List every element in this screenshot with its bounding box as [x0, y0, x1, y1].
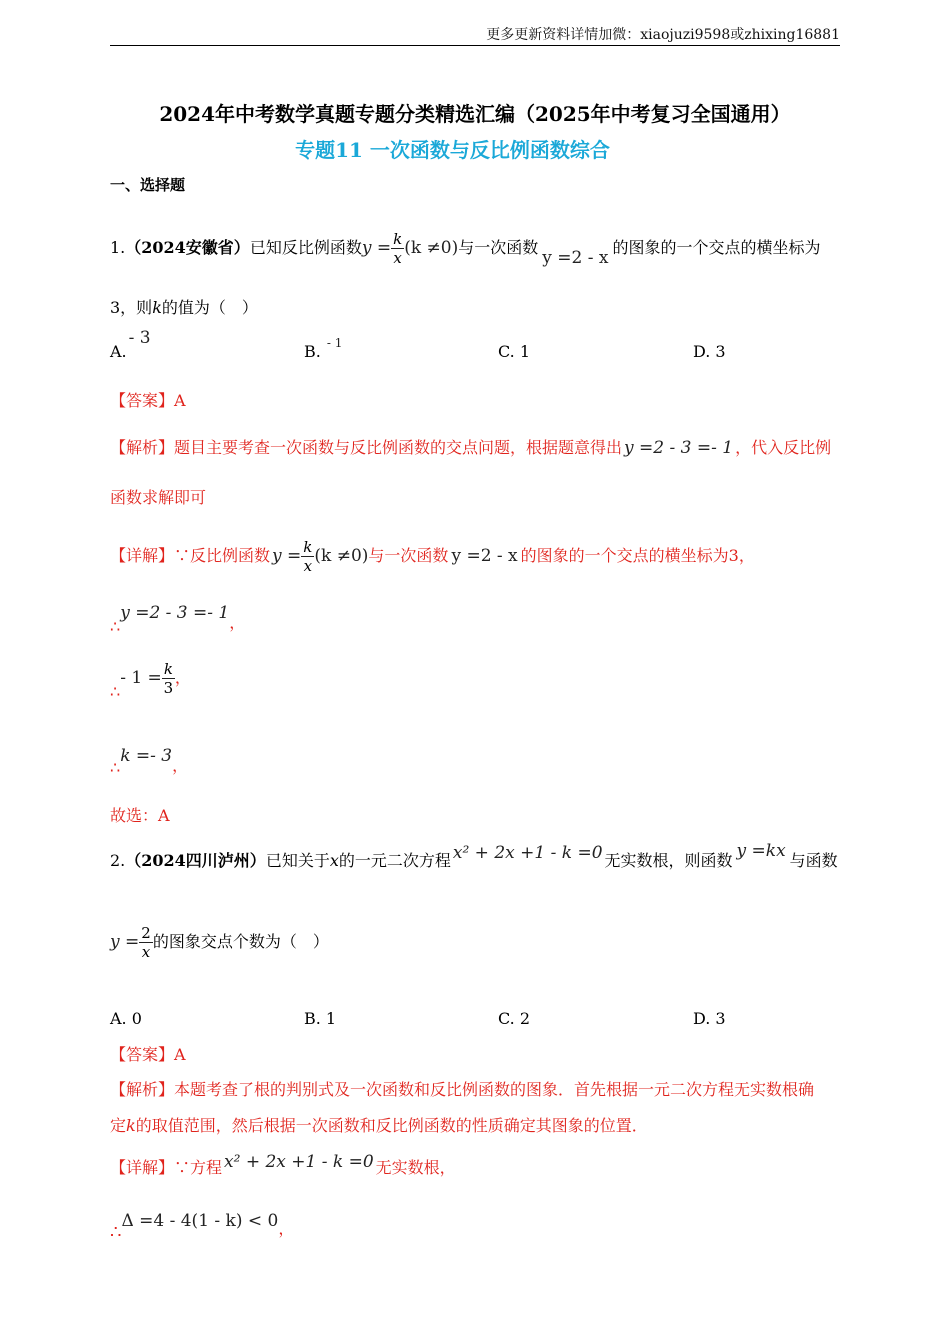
q2-detail-line1 [110, 1152, 456, 1178]
q2-option-a[interactable]: A. 0 [110, 1009, 142, 1028]
q2-inverse-fraction [139, 924, 153, 961]
comma: ， [172, 756, 189, 775]
step-equation-left: - 1 = [120, 668, 162, 688]
comma: ， [229, 613, 246, 632]
q1-step1 [110, 600, 246, 636]
q1-line2-text: 3，则 [110, 298, 153, 317]
q1-option-b[interactable] [304, 336, 343, 361]
detail-k-condition: (k ≠0) [314, 546, 369, 566]
q1-step3 [110, 743, 189, 777]
analysis-tag: 【解析】 [110, 1080, 175, 1099]
q1-answer [110, 388, 186, 411]
q1-option-c[interactable]: C. 1 [498, 342, 531, 361]
answer-tag: 【答案】 [110, 1045, 175, 1064]
q1-inverse-y: y = [361, 238, 392, 258]
analysis-text-end: 的取值范围，然后根据一次函数和反比例函数的性质确定其图象的位置． [135, 1116, 648, 1135]
q1-text-3: 的图象的一个交点的横坐标为 [612, 238, 821, 257]
q1-source: （2024安徽省） [125, 238, 250, 257]
fraction-numerator: k [393, 230, 403, 248]
q2-text-3: 无实数根，则函数 [604, 851, 733, 870]
analysis-text: 本题考查了根的判别式及一次函数和反比例函数的图象．首先根据一元二次方程无实数根确 [174, 1080, 815, 1099]
q2-number: 2. [110, 851, 126, 870]
header-note: 更多更新资料详情加微：xiaojuzi9598或zhixing16881 [486, 27, 840, 43]
therefore-symbol: ∴ [110, 617, 121, 636]
q1-step2 [110, 660, 191, 701]
q2-source: （2024四川泸州） [125, 851, 266, 870]
q1-line2-text-end: 的值为（ ） [161, 298, 258, 317]
comma: ， [174, 668, 191, 687]
therefore-symbol: ∴ [110, 682, 121, 701]
q2-stem-line2 [110, 924, 329, 961]
answer-value: A [174, 391, 186, 410]
q1-analysis-line2: 函数求解即可 [110, 488, 207, 507]
detail-tag: 【详解】 [110, 546, 175, 565]
step-fraction [162, 660, 175, 697]
q1-analysis-line1 [110, 435, 831, 458]
analysis-text-end: ，代入反比例 [735, 438, 832, 457]
comma: ， [278, 1219, 295, 1238]
q2-analysis-line2 [110, 1113, 648, 1136]
analysis-equation: y =2 - 3 =- 1 [624, 438, 734, 458]
fraction-numerator: k [303, 538, 313, 556]
step-equation: y =2 - 3 =- 1 [120, 603, 230, 623]
q2-analysis-line1 [110, 1077, 814, 1100]
therefore-symbol: ∴ [110, 758, 121, 777]
q1-linear-function: y =2 - x [542, 248, 609, 268]
option-label: B. [304, 342, 321, 361]
fraction-numerator: 2 [141, 924, 151, 942]
q2-inverse-y: y = [110, 932, 140, 952]
q1-number: 1. [110, 238, 126, 257]
document-title: 2024年中考数学真题专题分类精选汇编（2025年中考复习全国通用） [159, 102, 791, 126]
delta-inequality: Δ =4 - 4(1 - k) < 0 [121, 1211, 279, 1231]
q1-option-d[interactable]: D. 3 [693, 342, 726, 361]
q2-stem-line1 [110, 841, 838, 871]
section-heading: 一、选择题 [110, 176, 186, 194]
q1-conclusion: 故选：A [110, 806, 170, 825]
detail-text: ∵方程 [174, 1158, 223, 1177]
q1-variable-k: k [152, 298, 162, 317]
detail-inverse-fraction [301, 538, 314, 575]
q1-stem-line1 [110, 230, 820, 267]
fraction-numerator: k [163, 660, 173, 678]
q2-option-b[interactable]: B. 1 [304, 1009, 337, 1028]
header-divider [110, 45, 840, 46]
option-label: A. [110, 342, 127, 361]
step-equation: k =- 3 [120, 746, 173, 766]
q1-detail-line1 [110, 538, 755, 575]
detail-linear-function: y =2 - x [451, 546, 518, 566]
q2-linear-function: y =kx [736, 841, 786, 861]
q2-text-2: 的一元二次方程 [338, 851, 451, 870]
answer-tag: 【答案】 [110, 391, 175, 410]
fraction-denominator: 3 [163, 679, 174, 697]
q2-option-c[interactable]: C. 2 [498, 1009, 531, 1028]
fraction-denominator: x [303, 557, 313, 575]
analysis-text: 题目主要考查一次函数与反比例函数的交点问题，根据题意得出 [174, 438, 623, 457]
analysis-tag: 【解析】 [110, 438, 175, 457]
q1-text-1: 已知反比例函数 [249, 238, 362, 257]
q1-stem-line2 [110, 295, 258, 318]
q1-option-a[interactable] [110, 328, 151, 362]
q2-delta-line [110, 1208, 295, 1243]
q1-text-2: 与一次函数 [458, 238, 539, 257]
q2-text-5: 的图象交点个数为（ ） [152, 932, 329, 951]
q1-k-condition: (k ≠0) [404, 238, 459, 258]
detail-quadratic-equation: x² + 2x +1 - k =0 [224, 1152, 374, 1172]
option-value: - 3 [128, 328, 151, 348]
analysis-text: 定 [110, 1116, 127, 1135]
q2-variable-x: x [329, 851, 339, 870]
q1-inverse-fraction [391, 230, 404, 267]
detail-text-2: 与一次函数 [368, 546, 449, 565]
analysis-variable-k: k [126, 1116, 136, 1135]
q2-quadratic-equation: x² + 2x +1 - k =0 [452, 843, 603, 863]
detail-text-2: 无实数根， [375, 1158, 456, 1177]
therefore-symbol: ∴ [110, 1222, 122, 1243]
answer-value: A [174, 1045, 186, 1064]
q2-answer [110, 1042, 186, 1065]
detail-tag: 【详解】 [110, 1158, 175, 1177]
q2-text-1: 已知关于 [265, 851, 330, 870]
option-value: - 1 [326, 336, 343, 350]
fraction-denominator: x [141, 943, 151, 961]
detail-inverse-y: y = [272, 546, 302, 566]
detail-text: ∵反比例函数 [174, 546, 271, 565]
q2-option-d[interactable]: D. 3 [693, 1009, 726, 1028]
q2-text-4: 与函数 [789, 851, 838, 870]
document-subtitle: 专题11 一次函数与反比例函数综合 [295, 138, 610, 162]
fraction-denominator: x [393, 249, 402, 267]
detail-text-3: 的图象的一个交点的横坐标为3， [520, 546, 755, 565]
